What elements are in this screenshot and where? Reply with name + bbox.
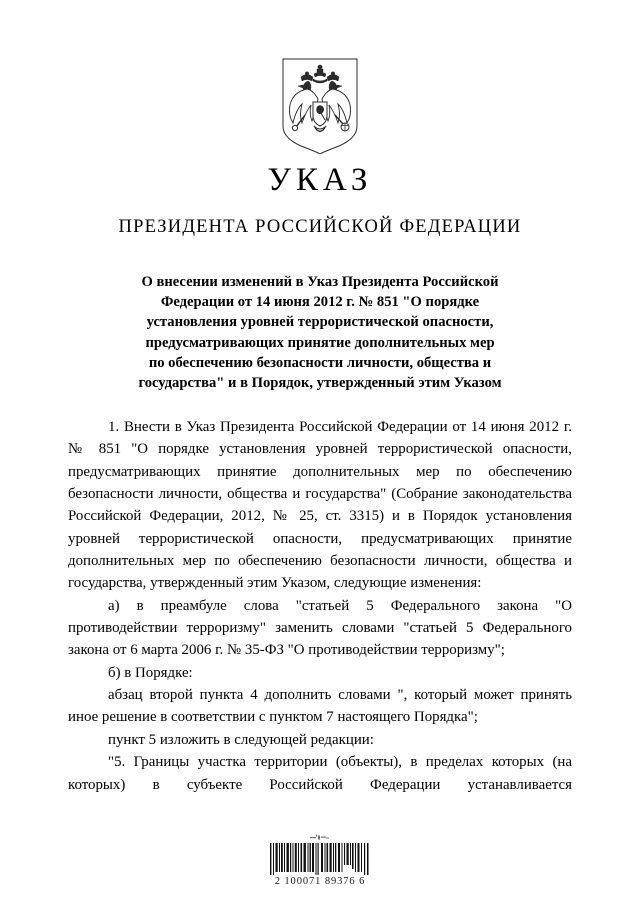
body-paragraph: б) в Порядке: bbox=[108, 664, 193, 681]
body-paragraph: абзац второй пункта 4 дополнить словами ", который может принять иное решение в соответствии с пунктом 7 настоящего Порядка"; bbox=[68, 687, 572, 726]
emblem-container bbox=[0, 58, 640, 154]
title-block bbox=[0, 163, 640, 237]
decree-body bbox=[68, 416, 572, 796]
decree-heading-line: предусматривающих принятие дополнительных мер bbox=[145, 334, 495, 351]
barcode-number: 2 100071 89376 6 bbox=[274, 876, 366, 887]
barcode-block bbox=[0, 833, 640, 887]
decree-heading-line: государства" и в Порядок, утвержденный этим Указом bbox=[138, 375, 502, 392]
body-paragraph: а) в преамбуле слова "статьей 5 Федерального закона "О противодействии терроризму" заменить словами "статьей 5 Федерального закона от 6 марта 2006 г. № 35-ФЗ "О противодействии терроризму"; bbox=[68, 597, 572, 659]
body-paragraph: "5. Границы участка территории (объекты), в пределах которых (на которых) в субъекте Российской Федерации устанавливается bbox=[68, 754, 572, 793]
russian-coat-of-arms-icon bbox=[277, 58, 363, 154]
decree-heading-line: по обеспечению безопасности личности, общества и bbox=[148, 354, 492, 371]
body-paragraph: 1. Внести в Указ Президента Российской Федерации от 14 июня 2012 г. № 851 "О порядке установления уровней террористической опасности, предусматривающих принятие дополнительных мер по обеспечению безопасности личности, общества и государства" (Собрание законодательства Российской Федерации, 2012, № 25, ст. 3315) и в Порядок установления уровней террористической опасности, предусматривающих принятие дополнительных мер по обеспечению безопасности личности, общества и государства, утвержденный этим Указом, следующие изменения: bbox=[68, 419, 572, 592]
page-title: УКАЗ bbox=[267, 162, 373, 198]
page-subtitle: ПРЕЗИДЕНТА РОССИЙСКОЙ ФЕДЕРАЦИИ bbox=[118, 216, 522, 237]
decree-heading-line: О внесении изменений в Указ Президента Российской bbox=[141, 274, 499, 290]
barcode-top-mark-icon bbox=[307, 833, 333, 842]
decree-heading bbox=[95, 272, 545, 393]
barcode-icon bbox=[268, 843, 372, 875]
decree-heading-line: установления уровней террористической опасности, bbox=[146, 314, 494, 331]
body-paragraph: пункт 5 изложить в следующей редакции: bbox=[108, 731, 374, 748]
decree-heading-line: Федерации от 14 июня 2012 г. № 851 "О порядке bbox=[160, 294, 480, 311]
